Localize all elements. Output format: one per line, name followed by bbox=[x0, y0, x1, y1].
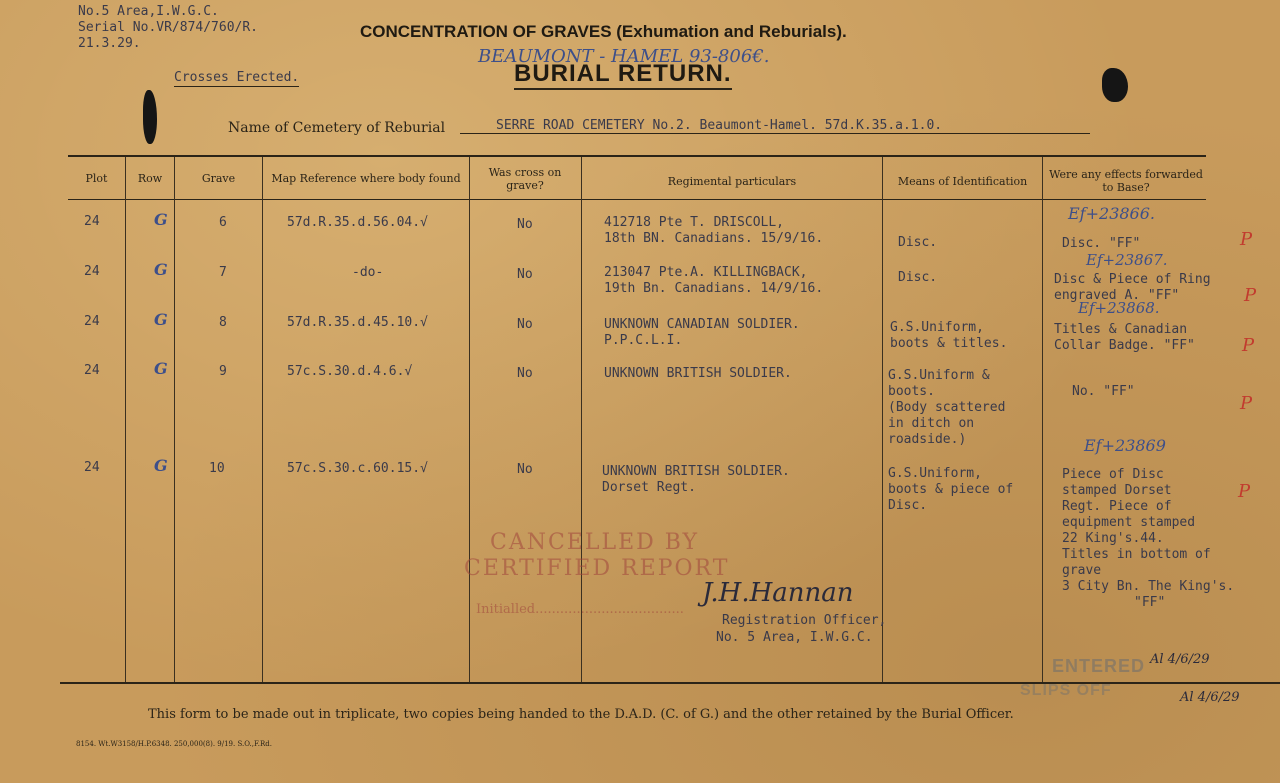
document-title: CONCENTRATION OF GRAVES (Exhumation and Reburials). bbox=[360, 22, 847, 41]
serial-line: Serial No.VR/874/760/R. bbox=[78, 20, 259, 35]
col-divider bbox=[125, 157, 126, 682]
officer-title: Registration Officer, bbox=[722, 613, 887, 628]
effects-line: engraved A. "FF" bbox=[1054, 288, 1180, 303]
regimental-cell bbox=[604, 265, 823, 297]
effects-cell bbox=[1062, 467, 1234, 611]
printer-imprint: 8154. Wt.W3158/H.P.6348. 250,000(8). 9/19. S.O.,F.Rd. bbox=[76, 740, 272, 748]
plot-cell: 24 bbox=[84, 460, 100, 475]
header-effects: Were any effects forwarded to Base? bbox=[1049, 168, 1203, 194]
cancelled-stamp-line1: CANCELLED BY bbox=[490, 530, 700, 555]
plot-cell: 24 bbox=[84, 363, 100, 378]
ident-line: boots & titles. bbox=[890, 336, 1008, 351]
reg-line: 18th BN. Canadians. 15/9/16. bbox=[604, 231, 824, 246]
cross-cell: No bbox=[517, 462, 533, 477]
effects-line: Titles & Canadian bbox=[1054, 322, 1188, 337]
reg-line: UNKNOWN BRITISH SOLDIER. bbox=[602, 464, 790, 479]
header-map-reference: Map Reference where body found bbox=[271, 172, 461, 185]
effects-cell bbox=[1054, 322, 1195, 354]
initialled-line: Initialled.................................... bbox=[476, 602, 684, 617]
regimental-cell bbox=[604, 317, 800, 349]
officer-area: No. 5 Area, I.W.G.C. bbox=[716, 630, 873, 645]
row-cell: G bbox=[154, 359, 168, 378]
area-reference bbox=[78, 4, 258, 52]
header-cross: Was cross on grave? bbox=[488, 166, 562, 192]
effects-line: stamped Dorset bbox=[1062, 483, 1172, 498]
effects-line: "FF" bbox=[1134, 595, 1166, 610]
cemetery-value: SERRE ROAD CEMETERY No.2. Beaumont-Hamel. 57d.K.35.a.1.0. bbox=[460, 118, 1090, 134]
regimental-cell bbox=[602, 464, 790, 496]
burial-return-heading: BURIAL RETURN. bbox=[514, 60, 732, 90]
ident-line: in ditch on bbox=[888, 416, 975, 431]
crosses-erected-label: Crosses Erected. bbox=[174, 70, 300, 85]
reg-line: Dorset Regt. bbox=[602, 480, 696, 495]
row-cell: G bbox=[154, 210, 168, 229]
officer-signature: J.H.Hannan bbox=[702, 578, 854, 608]
grave-cell: 7 bbox=[219, 265, 227, 280]
registration-officer bbox=[716, 612, 886, 646]
cross-cell: No bbox=[517, 366, 533, 381]
plot-cell: 24 bbox=[84, 214, 100, 229]
ident-line: boots & piece of bbox=[888, 482, 1014, 497]
ident-line: Disc. bbox=[888, 498, 928, 513]
entered-stamp: ENTERED bbox=[1052, 656, 1146, 676]
area-line: No.5 Area,I.W.G.C. bbox=[78, 4, 219, 19]
row-cell: G bbox=[154, 310, 168, 329]
cross-cell: No bbox=[517, 267, 533, 282]
col-divider bbox=[1042, 157, 1043, 682]
red-check-mark: P bbox=[1238, 481, 1251, 502]
grave-cell: 9 bbox=[219, 364, 227, 379]
ident-line: G.S.Uniform, bbox=[890, 320, 984, 335]
reg-line: 412718 Pte T. DRISCOLL, bbox=[604, 215, 785, 230]
date-line: 21.3.29. bbox=[78, 36, 141, 51]
effects-line: Collar Badge. "FF" bbox=[1054, 338, 1195, 353]
identification-cell: Disc. bbox=[898, 235, 938, 250]
effects-line: Titles in bottom of bbox=[1062, 547, 1211, 562]
effects-line: Disc & Piece of Ring bbox=[1054, 272, 1211, 287]
footer-instruction: This form to be made out in triplicate, two copies being handed to the D.A.D. (C. of G.) and the other retained by the Burial Officer. bbox=[148, 707, 1014, 722]
red-check-mark: P bbox=[1242, 335, 1255, 356]
effects-number: Ef+23866. bbox=[1068, 204, 1155, 223]
ink-blot-right bbox=[1102, 68, 1128, 102]
red-check-mark: P bbox=[1240, 229, 1253, 250]
identification-cell: Disc. bbox=[898, 270, 938, 285]
header-regimental: Regimental particulars bbox=[667, 175, 797, 188]
reg-line: UNKNOWN CANADIAN SOLDIER. bbox=[604, 317, 800, 332]
effects-cell: Disc. "FF" bbox=[1062, 236, 1141, 251]
regimental-cell: UNKNOWN BRITISH SOLDIER. bbox=[604, 366, 792, 381]
map-cell: 57d.R.35.d.45.10.√ bbox=[287, 315, 428, 330]
ident-line: (Body scattered bbox=[888, 400, 1006, 415]
effects-number: Ef+23867. bbox=[1086, 251, 1168, 269]
ident-line: G.S.Uniform, bbox=[888, 466, 982, 481]
reg-line: 19th Bn. Canadians. 14/9/16. bbox=[604, 281, 824, 296]
effects-line: grave bbox=[1062, 563, 1102, 578]
identification-cell bbox=[888, 368, 1005, 448]
grave-cell: 6 bbox=[219, 215, 227, 230]
effects-number: Ef+23868. bbox=[1078, 299, 1160, 317]
effects-line: equipment stamped bbox=[1062, 515, 1196, 530]
slips-initials: Al 4/6/29 bbox=[1180, 690, 1240, 705]
header-grave: Grave bbox=[201, 172, 236, 185]
header-identification: Means of Identification bbox=[897, 175, 1028, 188]
slips-off-stamp: SLIPS OFF bbox=[1020, 682, 1112, 699]
table-header-rule bbox=[68, 199, 1206, 200]
cemetery-label: Name of Cemetery of Reburial bbox=[228, 120, 446, 136]
red-check-mark: P bbox=[1240, 393, 1253, 414]
col-divider bbox=[469, 157, 470, 682]
map-cell: 57c.S.30.d.4.6.√ bbox=[287, 364, 413, 379]
handwritten-location: BEAUMONT - HAMEL 93-806€. bbox=[478, 46, 770, 67]
row-cell: G bbox=[154, 456, 168, 475]
table-top-rule bbox=[68, 155, 1206, 157]
map-cell: -do- bbox=[352, 265, 384, 280]
map-cell: 57c.S.30.c.60.15.√ bbox=[287, 461, 428, 476]
ink-blot-left bbox=[143, 90, 157, 144]
ident-line: boots. bbox=[888, 384, 935, 399]
header-plot: Plot bbox=[85, 172, 108, 185]
entered-initials: Al 4/6/29 bbox=[1150, 652, 1210, 667]
identification-cell bbox=[888, 466, 1013, 514]
header-row: Row bbox=[137, 172, 163, 185]
ident-line: G.S.Uniform & bbox=[888, 368, 990, 383]
grave-cell: 10 bbox=[209, 461, 225, 476]
cross-cell: No bbox=[517, 217, 533, 232]
regimental-cell bbox=[604, 215, 823, 247]
col-divider bbox=[882, 157, 883, 682]
grave-cell: 8 bbox=[219, 315, 227, 330]
effects-number: Ef+23869 bbox=[1084, 436, 1166, 455]
plot-cell: 24 bbox=[84, 264, 100, 279]
map-cell: 57d.R.35.d.56.04.√ bbox=[287, 215, 428, 230]
col-divider bbox=[174, 157, 175, 682]
cancelled-stamp-line2: CERTIFIED REPORT bbox=[464, 556, 730, 581]
identification-cell bbox=[890, 320, 1007, 352]
effects-line: Piece of Disc bbox=[1062, 467, 1164, 482]
effects-line: Regt. Piece of bbox=[1062, 499, 1172, 514]
ident-line: roadside.) bbox=[888, 432, 967, 447]
effects-cell: No. "FF" bbox=[1072, 384, 1135, 399]
cross-cell: No bbox=[517, 317, 533, 332]
effects-line: 22 King's.44. bbox=[1062, 531, 1164, 546]
col-divider bbox=[262, 157, 263, 682]
row-cell: G bbox=[154, 260, 168, 279]
reg-line: 213047 Pte.A. KILLINGBACK, bbox=[604, 265, 808, 280]
plot-cell: 24 bbox=[84, 314, 100, 329]
reg-line: P.P.C.L.I. bbox=[604, 333, 683, 348]
effects-line: 3 City Bn. The King's. bbox=[1062, 579, 1235, 594]
red-check-mark: P bbox=[1244, 285, 1257, 306]
